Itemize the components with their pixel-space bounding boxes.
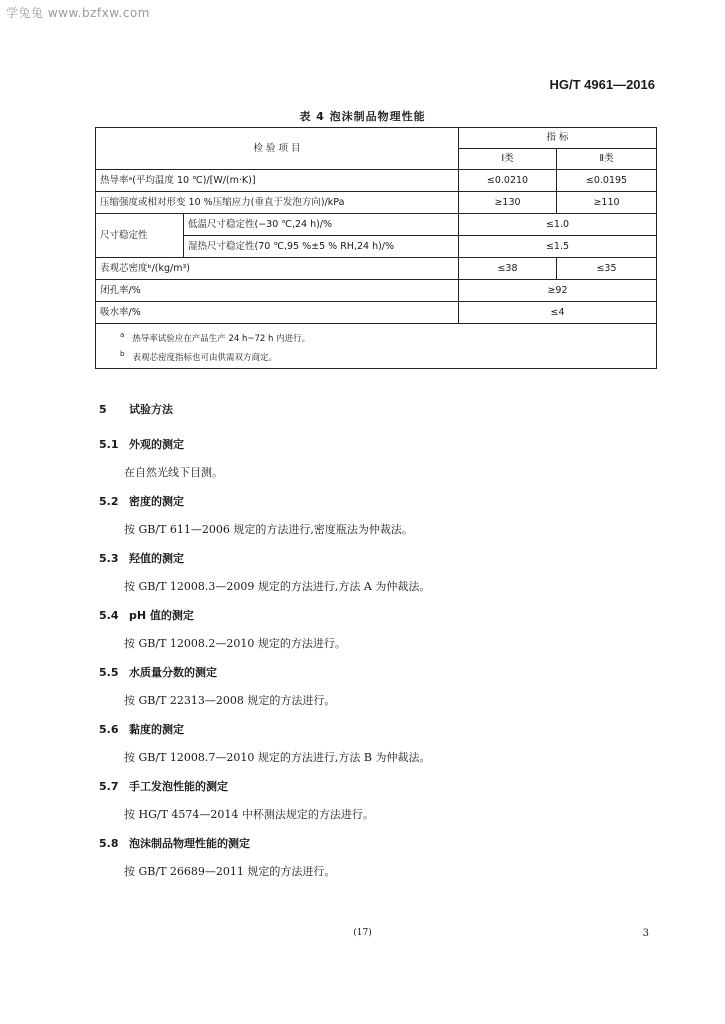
section-number: 5.1 [99,438,119,451]
section-heading [99,664,217,680]
footnote-text: 表观芯密度指标也可由供需双方商定。 [132,352,277,363]
section-body: 在自然光线下目测。 [124,466,223,479]
section-heading [99,721,184,737]
section-heading [99,493,184,509]
page-number: 3 [642,928,649,939]
section-heading [99,550,184,566]
row-class1: ≤38 [459,258,557,280]
table-row [96,214,657,236]
section-number: 5.2 [99,495,119,508]
section-title: 黏度的测定 [129,723,184,736]
row-merged-value: ≤1.0 [459,214,657,236]
section-heading [99,835,250,851]
header-item: 检 验 项 目 [96,128,459,170]
row-item: 表观芯密度ᵇ/(kg/m³) [96,258,459,280]
table-header-row [96,128,657,149]
section-body: 按 GB/T 12008.7—2010 规定的方法进行,方法 B 为仲裁法。 [124,751,431,764]
table-footnote-row [96,324,657,369]
section-number: 5.5 [99,666,119,679]
table-row [96,302,657,324]
section-number: 5.8 [99,837,119,850]
section-heading [99,401,173,417]
section-title: 水质量分数的测定 [129,666,217,679]
table-row [96,258,657,280]
section-number: 5.3 [99,552,119,565]
section-body: 按 GB/T 12008.2—2010 规定的方法进行。 [124,637,346,650]
section-body: 按 GB/T 22313—2008 规定的方法进行。 [124,694,336,707]
row-merged-value: ≤4 [459,302,657,324]
section-title: 试验方法 [129,403,173,416]
section-body: 按 GB/T 611—2006 规定的方法进行,密度瓶法为仲裁法。 [124,523,413,536]
row-item: 压缩强度或相对形变 10 %压缩应力(垂直于发泡方向)/kPa [96,192,459,214]
section-number: 5.7 [99,780,119,793]
row-group: 尺寸稳定性 [96,214,184,258]
section-title: 泡沫制品物理性能的测定 [129,837,250,850]
section-number: 5 [99,403,107,416]
section-body: 按 GB/T 12008.3—2009 规定的方法进行,方法 A 为仲裁法。 [124,580,431,593]
table-row [96,170,657,192]
section-heading [99,436,184,452]
section-number: 5.4 [99,609,119,622]
footnote-mark: a [120,331,125,339]
section-title: 手工发泡性能的测定 [129,780,228,793]
row-item: 热导率ᵃ(平均温度 10 ℃)/[W/(m·K)] [96,170,459,192]
footnote-mark: b [120,349,125,358]
header-class2: Ⅱ类 [557,149,657,170]
table-row [96,280,657,302]
row-item: 吸水率/% [96,302,459,324]
section-title: 外观的测定 [129,438,184,451]
row-merged-value: ≥92 [459,280,657,302]
row-class2: ≥110 [557,192,657,214]
section-title: 羟值的测定 [129,552,184,565]
standard-code: HG/T 4961—2016 [549,77,655,92]
header-indicator: 指 标 [459,128,657,149]
watermark: 学兔兔 www.bzfxw.com [6,6,150,20]
section-body: 按 GB/T 26689—2011 规定的方法进行。 [124,865,336,878]
footnote [100,347,652,366]
section-body: 按 HG/T 4574—2014 中杯测法规定的方法进行。 [124,808,374,821]
row-item: 低温尺寸稳定性(−30 ℃,24 h)/% [184,214,459,236]
header-class1: Ⅰ类 [459,149,557,170]
section-title: 密度的测定 [129,495,184,508]
section-number: 5.6 [99,723,119,736]
section-title: pH 值的测定 [129,609,194,622]
footnotes [96,324,657,369]
row-class2: ≤0.0195 [557,170,657,192]
section-heading [99,607,194,623]
footnote-text: 热导率试验应在产品生产 24 h~72 h 内进行。 [132,333,311,344]
page-footer-label: (17) [353,928,372,938]
row-item: 湿热尺寸稳定性(70 ℃,95 %±5 % RH,24 h)/% [184,236,459,258]
row-class2: ≤35 [557,258,657,280]
footnote [100,328,652,347]
section-heading [99,778,228,794]
row-class1: ≤0.0210 [459,170,557,192]
property-table [95,127,657,369]
row-item: 闭孔率/% [96,280,459,302]
row-merged-value: ≤1.5 [459,236,657,258]
table-row [96,192,657,214]
row-class1: ≥130 [459,192,557,214]
table-title: 表 4 泡沫制品物理性能 [299,110,426,123]
